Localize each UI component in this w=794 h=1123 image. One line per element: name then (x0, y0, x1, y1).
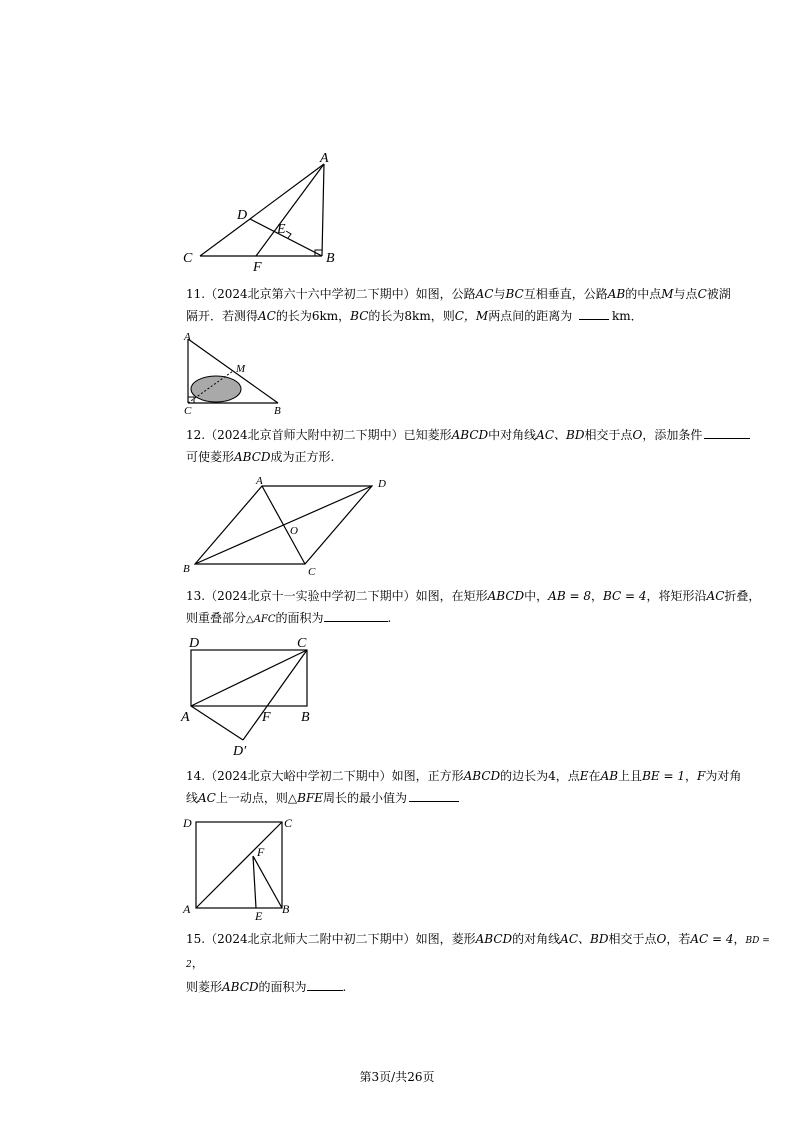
figure-q14 (178, 812, 298, 924)
q15-text: 则菱形 (186, 980, 223, 994)
fig11-label-c: C (184, 405, 192, 417)
q14-var: E (579, 769, 589, 783)
q15-text: 的对角线 (512, 932, 561, 946)
fig14-label-a: A (183, 902, 191, 916)
fig12-label-o: O (290, 525, 298, 537)
q14-answer-blank[interactable] (409, 789, 459, 802)
q15-equation: AC = 4 (690, 932, 734, 946)
q13-var: ABCD (487, 589, 525, 603)
fig14-label-d: D (183, 816, 192, 830)
q12-text: 中对角线 (488, 428, 537, 442)
figure-q11 (180, 330, 290, 418)
q11-text: 互相垂直，公路 (523, 287, 608, 301)
fig12-label-c: C (308, 566, 316, 578)
q15-var: ABCD (475, 932, 513, 946)
q13-text: ，将矩形沿 (646, 589, 707, 603)
q11-var: AB (607, 287, 626, 301)
figure-q13 (178, 632, 328, 760)
q15-line-2 (186, 976, 776, 998)
fig11-label-m: M (236, 363, 246, 375)
q15-text: ，若 (666, 932, 691, 946)
question-15 (186, 928, 776, 998)
q12-var: ABCD (451, 428, 489, 442)
fig10-label-b: B (326, 251, 335, 266)
fig13-label-d: D (189, 636, 200, 651)
q14-var: △BFE (287, 791, 324, 805)
fig12-label-b: B (183, 563, 190, 575)
figure-q10 (176, 148, 346, 273)
q11-text: 两点间的距离为 (488, 309, 573, 323)
q13-line-1 (186, 585, 776, 607)
q14-line-1 (186, 765, 776, 787)
q13-text: ， (590, 589, 603, 603)
q15-text: ， (733, 932, 746, 946)
q13-text: 则重叠部分 (186, 611, 247, 625)
q13-equation: BC = 4 (602, 589, 647, 603)
q15-text: . (342, 980, 347, 994)
q15-equation: BD = 2 (186, 936, 770, 970)
question-12 (186, 424, 776, 468)
q12-text: 成为正方形. (270, 450, 335, 464)
page-footer (0, 1068, 794, 1085)
fig12-label-a: A (256, 475, 263, 487)
q12-text: 12.（2024北京首师大附中初二下期中）已知菱形 (186, 428, 452, 442)
q15-var: AC、BD (560, 932, 609, 946)
q11-text: 与点 (673, 287, 698, 301)
q11-var: BC (505, 287, 524, 301)
q15-answer-blank[interactable] (307, 978, 343, 991)
question-14 (186, 765, 776, 809)
q13-text: . (387, 611, 392, 625)
q13-equation: AB = 8 (548, 589, 591, 603)
fig13-label-f: F (262, 710, 271, 725)
question-13 (186, 585, 776, 631)
q15-var: O (656, 932, 667, 946)
q12-var: O (632, 428, 643, 442)
q12-text: ，添加条件 (642, 428, 703, 442)
q14-text: 线 (186, 791, 199, 805)
fig10-label-a: A (320, 151, 329, 166)
q11-var: M (661, 287, 674, 301)
q15-line-1 (186, 928, 776, 976)
q12-var: AC、BD (536, 428, 585, 442)
q13-var: △AFC (246, 614, 276, 625)
q14-text: ， (684, 769, 697, 783)
q12-text: 可使菱形 (186, 450, 235, 464)
q14-text: 的边长为4，点 (500, 769, 580, 783)
fig10-label-e: E (277, 222, 286, 237)
q15-text: 15.（2024北京北师大二附中初二下期中）如图，菱形 (186, 932, 476, 946)
q11-var: C，M (454, 309, 489, 323)
fig14-label-e: E (255, 909, 263, 923)
fig11-label-a: A (184, 331, 191, 343)
q14-equation: BE = 1 (642, 769, 685, 783)
q11-var: BC (350, 309, 369, 323)
figure-q12 (180, 472, 395, 580)
q11-var: AC (258, 309, 276, 323)
fig13-label-a: A (181, 710, 190, 725)
q13-var: AC (706, 589, 725, 603)
q15-text: 相交于点 (608, 932, 657, 946)
q13-text: 13.（2024北京十一实验中学初二下期中）如图，在矩形 (186, 589, 488, 603)
q11-text: 的中点 (625, 287, 662, 301)
fig11-label-b: B (274, 405, 281, 417)
q14-text: 周长的最小值为 (323, 791, 408, 805)
q14-text: 14.（2024北京大峪中学初二下期中）如图，正方形 (186, 769, 464, 783)
q11-var: C (697, 287, 707, 301)
q13-line-2 (186, 607, 776, 631)
q14-line-2 (186, 787, 776, 809)
q11-text: 被湖 (706, 287, 731, 301)
fig14-label-c: C (284, 816, 293, 830)
q11-var: AC (475, 287, 494, 301)
q14-var: F (696, 769, 706, 783)
fig14-label-f: F (257, 845, 265, 859)
q14-var: ABCD (463, 769, 501, 783)
q13-text: 折叠， (724, 589, 761, 603)
fig10-label-d: D (237, 208, 248, 223)
q11-unit: km． (612, 309, 643, 323)
q11-text: 隔开．若测得 (186, 309, 259, 323)
fig13-label-dprime: D′ (233, 744, 247, 759)
question-11 (186, 283, 776, 327)
q11-text: 11.（2024北京第六十六中学初二下期中）如图，公路 (186, 287, 476, 301)
q15-text: 的面积为 (258, 980, 307, 994)
fig10-label-c: C (183, 251, 193, 266)
q13-text: 的面积为 (275, 611, 324, 625)
q13-answer-blank[interactable] (324, 609, 388, 622)
q12-line-1 (186, 424, 776, 446)
q14-text: 上且 (618, 769, 643, 783)
fig13-label-b: B (301, 710, 310, 725)
q14-text: 为对角 (705, 769, 742, 783)
q14-var: AC (198, 791, 216, 805)
q15-text: ， (191, 956, 204, 970)
q12-var: ABCD (234, 450, 271, 464)
q11-text: 的长为6km， (275, 309, 351, 323)
page-number: 第3页/共26页 (359, 1070, 435, 1084)
q14-text: 在 (588, 769, 601, 783)
fig14-label-b: B (282, 902, 290, 916)
q11-text: 与 (493, 287, 506, 301)
q12-answer-blank[interactable] (704, 426, 750, 439)
q11-line-1 (186, 283, 776, 305)
q14-text: 上一动点，则 (215, 791, 288, 805)
q13-text: 中， (524, 589, 549, 603)
q11-answer-blank[interactable] (579, 307, 609, 320)
q14-var: AB (600, 769, 619, 783)
fig10-label-f: F (253, 260, 262, 275)
q12-text: 相交于点 (584, 428, 633, 442)
q11-text: 的长为8km，则 (368, 309, 455, 323)
q15-var: ABCD (222, 980, 259, 994)
fig12-label-d: D (378, 478, 386, 490)
q12-line-2 (186, 446, 776, 468)
fig13-label-c: C (297, 636, 307, 651)
q11-line-2 (186, 305, 776, 327)
